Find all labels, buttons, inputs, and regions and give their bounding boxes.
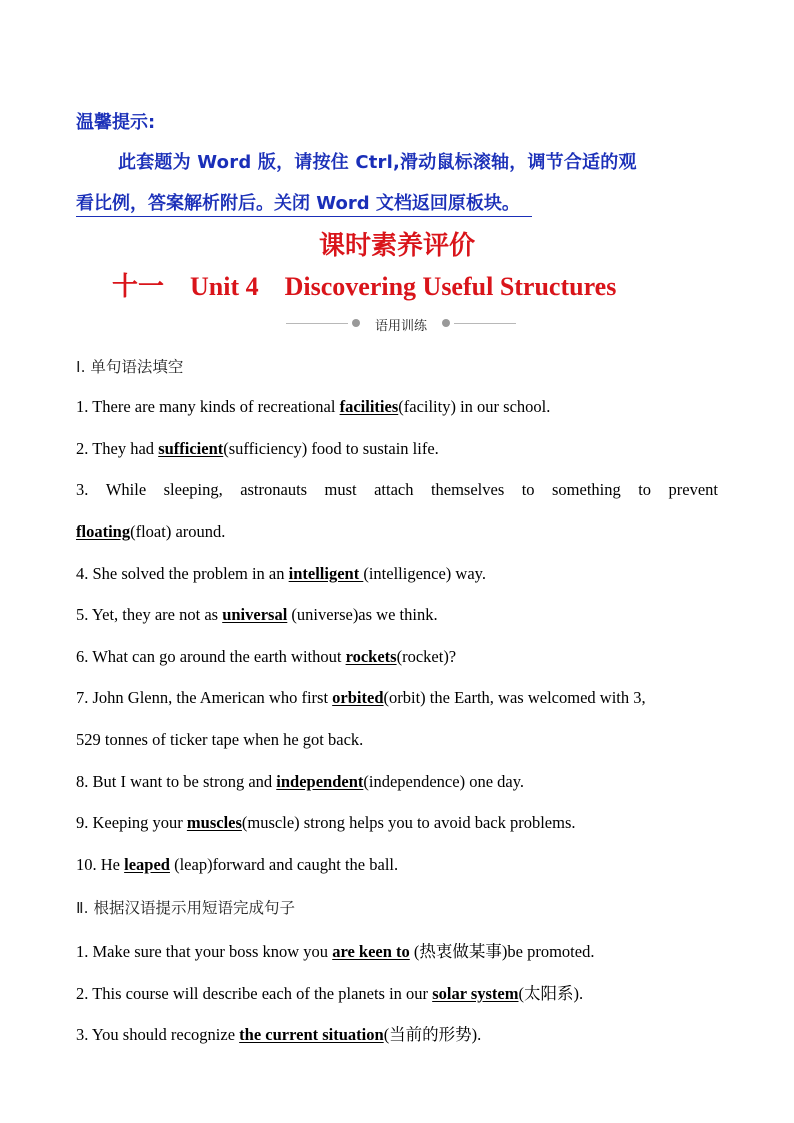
item-text: 1. There are many kinds of recreational [76,397,340,416]
item-answer: the current situation [239,1025,384,1044]
item-answer: sufficient [158,439,224,458]
item-answer: rockets [345,647,397,666]
item-hint: (universe)as we think. [287,605,438,624]
exercise-item [76,439,439,459]
word: sleeping, [163,480,223,499]
item-hint: (intelligence) way. [363,564,486,583]
word: themselves [430,480,505,499]
item-answer: leaped [124,855,170,874]
divider-line-right [454,323,516,324]
item-answer: orbited [332,688,384,707]
tip-title: 温馨提示: [76,112,156,133]
item-hint: (float) around. [130,522,226,541]
exercise-item [76,397,550,417]
section-divider [286,314,516,334]
page-subtitle: 十一 Unit 4 Discovering Useful Structures [112,272,617,301]
item-text: 9. Keeping your [76,813,187,832]
item-text: 10. He [76,855,125,874]
word: something [552,480,621,499]
exercise-item [76,772,524,792]
item-answer: intelligent [288,564,364,583]
section-1-heading: Ⅰ. 单句语法填空 [76,358,184,376]
item-hint: (rocket)? [396,647,457,666]
item-hint: (orbit) the Earth, was welcomed with 3, [383,688,646,707]
exercise-item [76,938,594,962]
exercise-item [76,1021,481,1045]
exercise-item [76,522,225,542]
item-text: 5. Yet, they are not as [76,605,223,624]
item-text: 1. Make sure that your boss know you [76,942,333,961]
exercise-item-justified [76,480,718,500]
item-text: 2. They had [76,439,159,458]
item-text: 2. This course will describe each of the planets in our [76,984,433,1003]
word: to [521,480,535,499]
divider-label: 语用训练 [374,319,427,334]
word: astronauts [240,480,308,499]
exercise-item [76,605,438,625]
item-answer: floating [76,522,131,541]
item-hint: (facility) in our school. [398,397,551,416]
item-text: 7. John Glenn, the American who first [76,688,333,707]
item-answer: are keen to [332,942,410,961]
exercise-item [76,564,486,584]
item-answer: independent [276,772,364,791]
word: must [324,480,357,499]
word: While [105,480,147,499]
exercise-item [76,688,646,708]
item-answer: muscles [186,813,242,832]
page-title: 课时素养评价 [318,231,475,261]
item-hint: (当前的形势). [383,1025,482,1044]
word: attach [374,480,414,499]
item-text: 3. You should recognize [76,1025,240,1044]
divider-dot-left-icon [352,319,360,327]
item-answer: facilities [339,397,399,416]
tip-line-1: 此套题为 Word 版，请按住 Ctrl,滑动鼠标滚轴，调节合适的观 [118,152,637,173]
item-hint: (sufficiency) food to sustain life. [223,439,439,458]
exercise-item [76,855,398,875]
exercise-item [76,980,583,1004]
word: 3. [76,480,89,499]
exercise-item [76,813,576,833]
section-2-heading: Ⅱ. 根据汉语提示用短语完成句子 [76,899,295,917]
item-answer: solar system [432,984,519,1003]
item-hint: (热衷做某事)be promoted. [409,942,595,961]
word: to [638,480,652,499]
divider-line-left [286,323,348,324]
item-text: 4. She solved the problem in an [76,564,289,583]
divider-dot-right-icon [442,319,450,327]
item-text: 6. What can go around the earth without [76,647,346,666]
item-text: 8. But I want to be strong and [76,772,277,791]
tip-line-2[interactable]: 看比例，答案解析附后。关闭 Word 文档返回原板块。 [76,189,532,217]
item-hint: (muscle) strong helps you to avoid back problems. [241,813,576,832]
exercise-item [76,647,456,667]
exercise-item-continuation [76,730,363,750]
item-hint: (independence) one day. [363,772,525,791]
item-hint: (leap)forward and caught the ball. [169,855,399,874]
item-text: 529 tonnes of ticker tape when he got back. [76,730,364,749]
item-answer: universal [222,605,288,624]
item-hint: (太阳系). [518,984,584,1003]
word: prevent [668,480,718,499]
